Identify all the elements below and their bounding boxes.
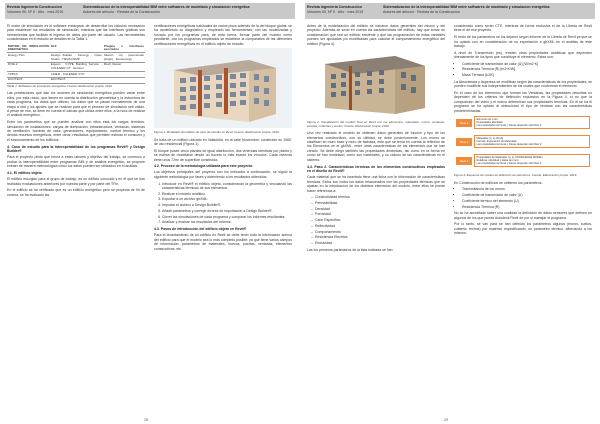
table-row bbox=[7, 77, 145, 83]
left-column-1 bbox=[7, 24, 145, 199]
paragraph: Los objetivos principales del proyecto son los indicados a continuación, se siguió la siguiente metodología por fases y obteniendo a los resultados obtenidos: bbox=[154, 170, 292, 179]
paragraph: Antes de la modelización del edificio se tomaron datos generales del mismo y del proyecto. Además se tomó en cuenta las características del edificio, hay que tomar en consideración que sea un edificio existente y que las programación de estas variables pueden ser ajustadas y/o modificadas para calcular el comportamiento energético del edificio (Figura 4). bbox=[307, 24, 445, 46]
table-cell: Equest · CYPE Building Service · CALENER GT · Ecotect bbox=[50, 62, 102, 71]
list-item: 5. Añadir parámetros y corregir errores de importación a Design Builder®. bbox=[162, 209, 292, 213]
table-cell bbox=[103, 77, 145, 83]
figure-revit-model bbox=[307, 48, 445, 119]
software-table bbox=[7, 44, 145, 84]
article-authors: Autores del artículo · Revista de la Construcción bbox=[83, 9, 160, 14]
paragraph: Por lo tanto, se van para se han definido los parámetros algunos (muros, suelos, cubierta, techos) por material, especificando, un parámetro térmico, alternando a los mismos. bbox=[454, 222, 592, 236]
subsection-heading: 4.1. El edificio objeto bbox=[7, 171, 42, 176]
paragraph: Las prestaciones que dan los motores de simulación energética pueden variar entre ellos, por esta razón, que tienen en cuenta la distribución geométrica y la estructura de cada programa, los datos que utilizan, los datos que se pasan normalmente de una etapa a otra y los ajustes que se realizan para que el proceso de simulación sea válido. A pesar de eso, se tiene en cuenta el cálculo que utiliza entre ellos, a la hora de realizar el análisis energético. bbox=[7, 91, 145, 118]
paragraph: El bloque posee cinco plantas de igual distribución, dos viviendas idénticas por planta y se estima de modelarse desde un boceto lo más exacto los vínculos. Cada vivienda tiene unos 72m² de superficie construida. bbox=[154, 148, 292, 162]
journal-issue: Volumen 00, Nº 0 · Año · mes 2019 bbox=[7, 9, 64, 14]
figure-building-model bbox=[154, 48, 292, 129]
list-item: – Permeabilidad bbox=[315, 201, 445, 205]
section-heading: 4. Caso de estudio para la interoperabilidad de los programas Revit® y Design Builder® bbox=[7, 144, 145, 154]
table-cell: Sketch Up (openstudio plugin) · Euroenergy bbox=[103, 52, 144, 61]
list-item: • Resistencia Térmica (R) [m2·K/W] bbox=[462, 67, 592, 71]
level-line: Relativas, identidad y datos de muro bbox=[476, 158, 519, 162]
page-header bbox=[305, 3, 595, 19]
right-page bbox=[302, 0, 598, 424]
journal-name: Revista Ingenieria Construccion bbox=[307, 5, 362, 9]
table-cell: Energy Plus bbox=[7, 53, 50, 62]
table-header: MOTOR DE SIMULACIÓN ENERGÉTICA bbox=[8, 43, 49, 52]
level-tag: Nivel 2 bbox=[456, 138, 472, 146]
list-item: 1. Introducir en Revit® el edificio objeto, considerando la geometría y vinculando las características térmicas de sus elementos. bbox=[162, 182, 292, 191]
level-line: Las propiedades térmicas y físicas dependen del Nivel 3 bbox=[476, 143, 542, 147]
paragraph: El edificio escogido para el grupo de trabajo, es un edificio conocido y en él que se han realizado evaluaciones anteriores por nuestra parte y por parte del TFin. bbox=[7, 177, 145, 186]
list-item: 7. Analizar y evaluar los resultados del informe. bbox=[162, 220, 292, 224]
article-title: Sistematizacion de la interoperabilidad BIM entre softwares de modelado y simulacion energetica bbox=[83, 5, 250, 9]
level-line: Las propiedades térmicas y físicas dependen del Nivel 2 bbox=[476, 124, 542, 128]
list-item: – Conductividad térmica bbox=[315, 195, 445, 199]
parameters-list bbox=[454, 187, 592, 209]
table-header: GUI bbox=[50, 44, 103, 53]
table-cell: ECOTECT bbox=[7, 77, 50, 83]
list-item: • Masa Térmica [kJ/K] bbox=[462, 73, 592, 77]
left-page bbox=[2, 0, 298, 424]
level-box bbox=[474, 154, 590, 167]
right-column-2 bbox=[454, 24, 592, 238]
level-line: Elemento de muro bbox=[476, 117, 498, 121]
list-item: • Transmitancia de los muros bbox=[462, 187, 592, 191]
table-header: Plugins o interfaces asociados bbox=[103, 43, 144, 52]
page-header bbox=[5, 3, 295, 19]
paragraph: A nivel de Transmisión (es), existen otras propiedades analíticas que dependen directamente de los tipos que constituye el elemento. Estas son: bbox=[454, 50, 592, 60]
paragraph: La Absortancia y Aspereza se modifican según las características de los propiedades, se pueden modificar sus independientes de los cuales que conforman el elemento. bbox=[454, 79, 592, 89]
level-tag: Nivel 3 bbox=[456, 157, 472, 165]
revit-model-image bbox=[307, 48, 445, 118]
list-item: 2. Realizar el modelo analítico. bbox=[162, 192, 292, 196]
table-cell: LIDER · CALENER VYP bbox=[50, 72, 103, 78]
level-box bbox=[474, 116, 590, 129]
properties-list bbox=[307, 195, 445, 245]
paragraph: Para el levantamiento de un edificio en Revit se debe tener toda la información acerca del edificio para que el modelo sea lo más completo posible, ya que tiene varios campos de información: parámetros de materiales, huecos, puertas, ventanas, elementos constructivos, etc. bbox=[154, 233, 292, 251]
paragraph: Una vez realizado el modelo se obtienen datos generales de función y tipo de los elementos constructivos, con su utilidad, se debe posteriormente. Los muros se clasifican en muro base y muro de fachada, esto que se tenía en cuenta la reflexión de los Elementos en el gbXML, entre otras características de los elementos que se han creado. Se debe elegir también las propiedades dinámicas, así como en la forma en cómo se han modelado, como son materiales, y su cálculo de las características en el sistema. bbox=[307, 131, 445, 162]
level-line: Propiedades de Materiales (p. ej. KNOWLEDGE MODEL) bbox=[476, 155, 543, 159]
table-row bbox=[7, 62, 145, 71]
list-item: 3. Exportar a un archivo gbXML. bbox=[162, 197, 292, 201]
paragraph: Las los primeros parámetros de la lista indicada se han bbox=[307, 247, 393, 252]
subsection-heading: 4.4. Paso 2. Características térmicas de los elementos constructivos empleados en el diseño de Revit® bbox=[307, 164, 445, 174]
list-item: • Coeficiente térmico del elemento (U) bbox=[462, 199, 592, 203]
list-item: 4. Importar el archivo a Design Builder®. bbox=[162, 203, 292, 207]
subsection-heading: 4.2. Proceso de la metodología utilizada para este proyecto bbox=[154, 164, 253, 169]
list-item: – Resistencia Eléctrica bbox=[315, 235, 445, 239]
level-line: Las propiedades térmicas y físicas dependen del Nivel 4 bbox=[476, 162, 542, 166]
list-item: • Resistencia Térmica (R) bbox=[462, 205, 592, 209]
subsection-heading: 4.3. Pasos de introducción del edificio objeto en Revit® bbox=[154, 227, 247, 232]
table-row bbox=[7, 53, 145, 62]
paragraph: certificaciones energéticas habituales de varios pisos además de la del bloque global, se ha modelizado su diagnóstico y empleado las herramientas, con las modelizadas y forzado por los programas para, de esta forma, formar parte del modelo como pendiente, con los programas empleados se establece la comparativa de las diferentes certificaciones energéticas en el edificio objeto de estudio. bbox=[154, 24, 292, 46]
table-cell: Revit Viewer bbox=[103, 62, 145, 71]
paragraph: No se ha acreditado saber una cualidad la definición de datos sensores que definen en algunos de los que pueda Autodesk Revit de por si manejar el programa. bbox=[454, 211, 592, 220]
methodology-steps bbox=[154, 182, 292, 225]
level-box bbox=[474, 135, 590, 148]
table-caption: Tabla 1. Softwares de simulación energética. Fuente: Elaboración propia, 2019. bbox=[7, 83, 113, 88]
paragraph: considerado como serán CTE, mientras de forma exclusiva el de la Libreta de Revit tiene el de ese proyecto. bbox=[454, 24, 592, 33]
level-line: Materiales (p. ej. Revit) bbox=[476, 136, 504, 140]
level-tag: Nivel 1 bbox=[456, 119, 472, 127]
figure-caption: Figura 3. Esquema de niveles de definición de elementos. Fuente: Elaboración propia, 2019. bbox=[454, 173, 578, 178]
list-item: – Comportamiento bbox=[315, 230, 445, 234]
table-cell: DOE-2 bbox=[7, 62, 50, 71]
level-line: Propiedades Identidad bbox=[476, 120, 503, 124]
analytic-properties-list bbox=[454, 62, 592, 78]
paragraph: Se trata de un edificio ubicado en Valladolid, en la calle Noviembre, construido en 1960, de uso residencial (Figura 1). bbox=[154, 137, 292, 146]
table-cell: ECOTECT bbox=[50, 77, 103, 83]
table-cell: TZPAS bbox=[7, 72, 50, 78]
page-number: 28 bbox=[144, 418, 148, 422]
list-item: – Calor Específico bbox=[315, 218, 445, 222]
article-authors: Autores del artículo · Revista de la Construcción bbox=[383, 9, 460, 14]
journal-issue: Volumen 00, Nº 0 · Año · mes 2019 bbox=[307, 9, 364, 14]
level-line: Formas: Exploración de Materiales bbox=[476, 139, 517, 143]
list-item: 6. Correr las simulaciones de cada programa y comparar los informes resultantes. bbox=[162, 215, 292, 219]
list-item: – Porosidad bbox=[315, 212, 445, 216]
list-item: • Coeficiente de transmisión de calor (U) bbox=[462, 193, 592, 197]
paragraph: En el edificio se ha verificado que es un edificio energético pero se proyecta de fin de carrera, se ha evaluado las bbox=[7, 188, 145, 197]
figure-caption: Figura 1. Modelado del edificio de caso de estudio en Revit. Fuente: Elaboración propia, 2019. bbox=[154, 129, 280, 134]
list-item: – Emisividad bbox=[315, 241, 445, 245]
page-number: 29 bbox=[444, 418, 448, 422]
building-render-image bbox=[154, 48, 292, 128]
left-column-2 bbox=[154, 24, 292, 253]
paragraph: Entre los parámetros que se pueden analizar con ellos está los cargos térmicos, simulación de instalaciones, cargas de iluminación, infraestructura, ventanas, sistemas de ventilación, bombas de calor, generadores, equipamiento, confort térmico y los demás recursos energéticos, entre otros; resultados que permiten estimar el consumo y el funcionamiento de los edificios. bbox=[7, 120, 145, 142]
paragraph: Para el proyecto piloto que forma a estas labores y objetivo del trabajo, se comenzó a probar la interoperabilidad entre programas BIM y de análisis energético, se propone extraer de manera metodológica cómo los datos pueden ser utilizados en el análisis. bbox=[7, 155, 145, 169]
journal-name: Revista Ingenieria Construccion bbox=[7, 5, 62, 9]
levels-diagram bbox=[454, 115, 592, 173]
list-item: • Coeficiente de transmisión de calor (U) [W/m2·K] bbox=[462, 62, 592, 66]
table-cell: Design Builder · Simergy · Open Studio · HEVACOMP bbox=[50, 52, 102, 61]
article-title: Sistematizacion de la interoperabilidad BIM entre softwares de modelado y simulacion energetica bbox=[383, 5, 550, 9]
paragraph: El resto de los parámetros se los dejaron según informe de la Libreta de Revit ya que se ha optado con en consideración de su exportación a gbXML en el análisis de este trabajo. bbox=[454, 35, 592, 48]
paragraph: En el caso de los elementos que forman las Ventanas, las propiedades descritas no dependen de los criterios de definición expuestos en la Figura 4, si no que la composición del vidrio y el marco determinan sus propiedades térmicas. En el se ha el programa se ha optado al seleccionar el tipo de ventana con las características predeterminadas. bbox=[454, 90, 592, 113]
paragraph: Cada material que se ha insertado tiene una ficha con la información de características térmicas. Estos son todos los datos relacionados con las propiedades térmicas que se ajustan en la introducción de los distintos elementos del modelo, entre ellos se puede hacer referencia a: bbox=[307, 175, 445, 193]
right-column-1 bbox=[307, 24, 445, 254]
figure-caption: Figura 2. Visualización del modelo final en Revit con los elementos, materiales, muros, ventanas, puertas, cubiertas y suelos. Fuente: Elaboración propia, 2019. bbox=[307, 119, 445, 128]
list-item: – Reflectividad bbox=[315, 224, 445, 228]
paragraph: El motor de simulación es el software encargado de desarrollar los cálculos necesarios para establecer los resultados de simulación, mientras que las interfaces gráficas son herramientas que facilitan el ingreso de datos por parte del usuario. Las herramientas consideradas en el estudio se detallan en la Tabla 1. bbox=[7, 24, 145, 42]
paragraph: En Construcción de edificios se obtienen los parámetros: bbox=[454, 180, 543, 185]
list-item: – Densidad bbox=[315, 207, 445, 211]
